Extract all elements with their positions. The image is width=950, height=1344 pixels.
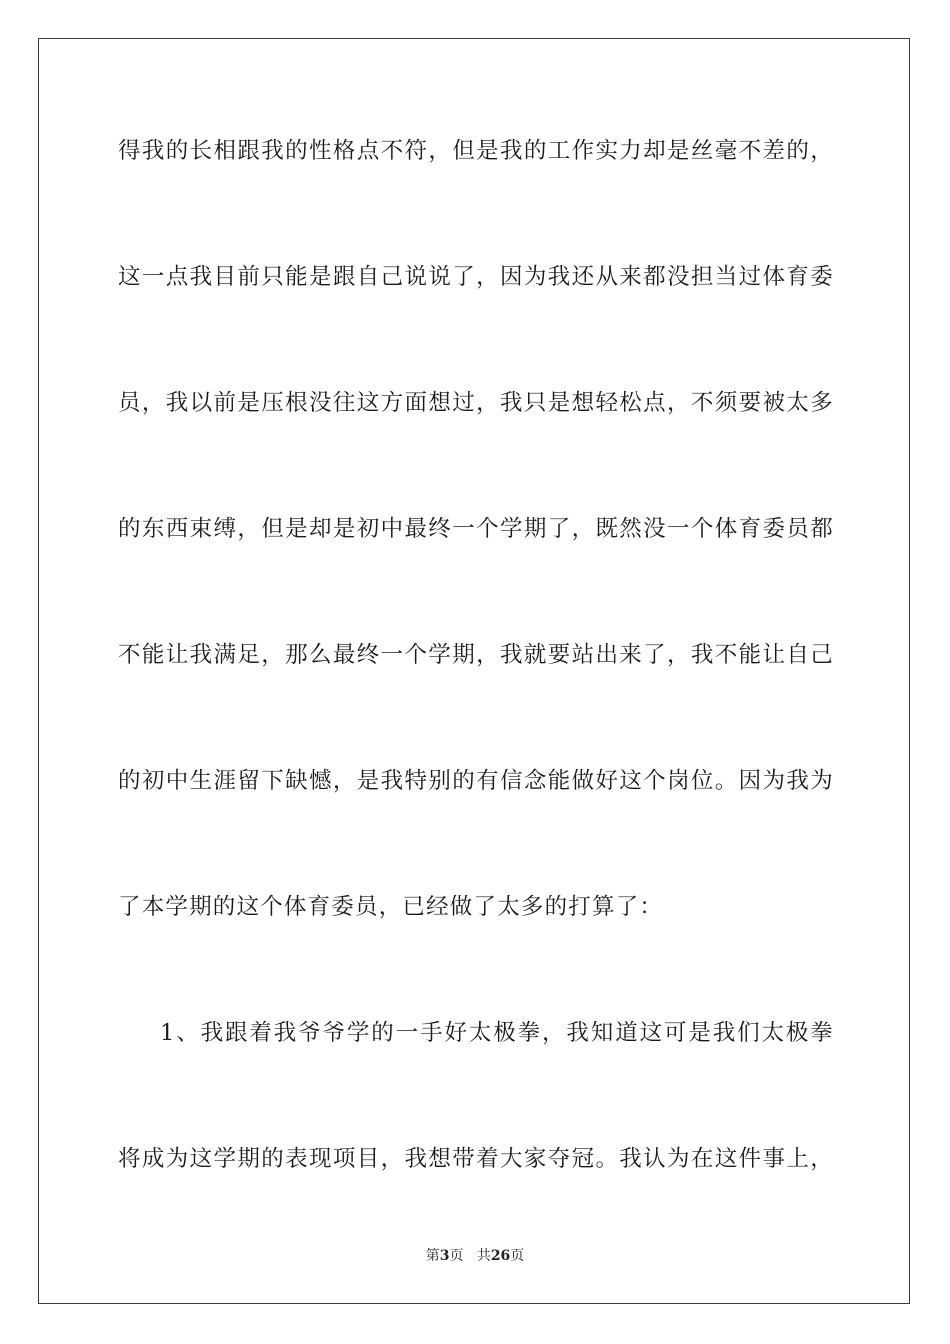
body-text-line-1: 得我的长相跟我的性格点不符，但是我的工作实力却是丝毫不差的，	[118, 138, 834, 164]
body-text-line-3: 员，我以前是压根没往这方面想过，我只是想轻松点，不须要被太多	[118, 390, 834, 416]
page-footer	[0, 1246, 950, 1266]
body-text-line-6: 的初中生涯留下缺憾，是我特别的有信念能做好这个岗位。因为我为	[118, 768, 834, 794]
body-text-line-7: 了本学期的这个体育委员，已经做了太多的打算了：	[118, 894, 664, 920]
body-text-line-9: 将成为这学期的表现项目，我想带着大家夺冠。我认为在这件事上，	[118, 1146, 834, 1172]
body-text-line-2: 这一点我目前只能是跟自己说说了，因为我还从来都没担当过体育委	[118, 264, 834, 290]
body-text-line-8: 1、我跟着我爷爷学的一手好太极拳，我知道这可是我们太极拳	[160, 1020, 834, 1046]
body-text-line-5: 不能让我满足，那么最终一个学期，我就要站出来了，我不能让自己	[118, 642, 834, 668]
page-prefix: 第	[425, 1248, 440, 1264]
total-pages: 26	[490, 1248, 511, 1264]
page-suffix: 页	[449, 1248, 464, 1264]
page-border	[38, 38, 910, 1304]
body-text-line-4: 的东西束缚，但是却是初中最终一个学期了，既然没一个体育委员都	[118, 516, 834, 542]
total-suffix: 页	[510, 1248, 525, 1264]
page-number: 3	[439, 1248, 450, 1264]
total-prefix: 共	[476, 1248, 491, 1264]
